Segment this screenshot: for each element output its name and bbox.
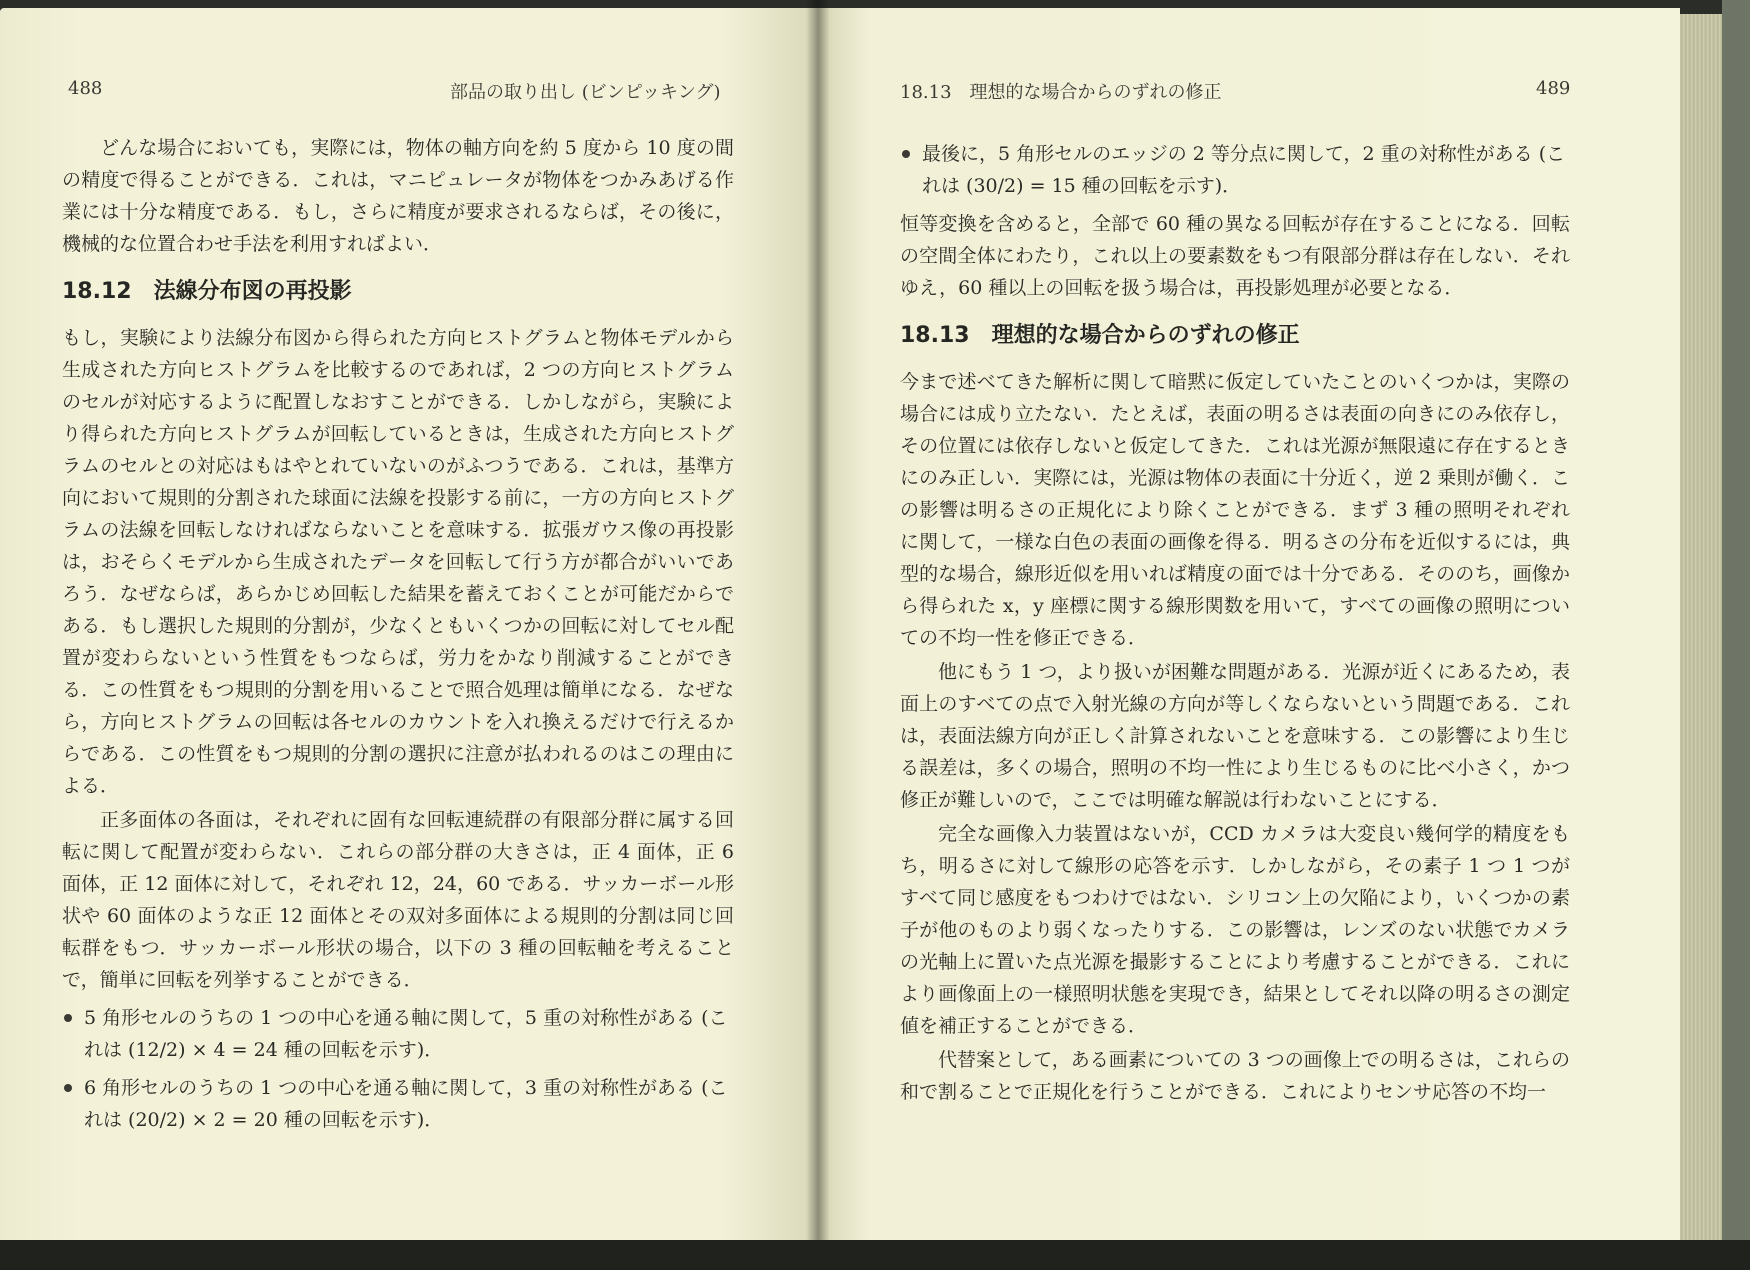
rotation-axes-list-continued — [900, 138, 1570, 202]
paragraph: 完全な画像入力装置はないが，CCD カメラは大変良い幾何学的精度をもち，明るさに対して線形の応答を示す．しかしながら，その素子 1 つ 1 つがすべて同じ感度をもつわけではない．シリコン上の欠陥により，いくつかの素子が他のものより弱くなったりする．この影響は，レンズのない状態でカメラの光軸上に置いた点光源を撮影することにより考慮することができる．これにより画像面上の一様照明状態を実現でき，結果としてそれ以降の明るさの測定値を補正することができる． — [900, 823, 1570, 1037]
section-heading-18-12: 18.12 法線分布図の再投影 — [62, 279, 352, 304]
paragraph: 恒等変換を含めると，全部で 60 種の異なる回転が存在することになる．回転の空間全体にわたり，これ以上の要素数をもつ有限部分群は存在しない．それゆえ，60 種以上の回転を扱う場合は，再投影処理が必要となる． — [900, 213, 1570, 299]
right-running-head: 18.13 理想的な場合からのずれの修正 — [900, 82, 1222, 103]
section-heading-18-13: 18.13 理想的な場合からのずれの修正 — [900, 323, 1300, 348]
left-running-head: 部品の取り出し (ビンピッキング) — [450, 82, 721, 103]
list-item — [62, 1002, 734, 1066]
paragraph: 代替案として，ある画素についての 3 つの画像上での明るさは，これらの和で割ることで正規化を行うことができる．これによりセンサ応答の不均一 — [900, 1049, 1570, 1103]
book-cover-edge — [1722, 0, 1750, 1270]
list-item — [62, 1072, 734, 1136]
left-page-number: 488 — [68, 78, 103, 99]
bullet-icon — [64, 1084, 72, 1092]
paragraph: もし，実験により法線分布図から得られた方向ヒストグラムと物体モデルから生成された方向ヒストグラムを比較するのであれば，2 つの方向ヒストグラムのセルが対応するように配置しなおすことができる．しかしながら，実験により得られた方向ヒストグラムが回転しているときは，生成された方向ヒストグラムのセルとの対応はもはやとれていないのがふつうである．これは，基準方向において規則的分割された球面に法線を投影する前に，一方の方向ヒストグラムの法線を回転しなければならないことを意味する．拡張ガウス像の再投影は，おそらくモデルから生成されたデータを回転して行う方が都合がいいであろう．なぜならば，あらかじめ回転した結果を蓄えておくことが可能だからである．もし選択した規則的分割が，少なくともいくつかの回転に対してセル配置が変わらないという性質をもつならば，労力をかなり削減することができる．この性質をもつ規則的分割を用いることで照合処理は簡単になる．なぜなら，方向ヒストグラムの回転は各セルのカウントを入れ換えるだけで行えるからである．この性質をもつ規則的分割の選択に注意が払われるのはこの理由による． — [62, 327, 734, 797]
paragraph: 他にもう 1 つ，より扱いが困難な問題がある．光源が近くにあるため，表面上のすべての点で入射光線の方向が等しくならないという問題である．これは，表面法線方向が正しく計算されないことを意味する．この影響により生じる誤差は，多くの場合，照明の不均一性により生じるものに比べ小さく，かつ修正が難しいので，ここでは明確な解説は行わないことにする． — [900, 661, 1570, 811]
paragraph: 正多面体の各面は，それぞれに固有な回転連続群の有限部分群に属する回転に関して配置が変わらない．これらの部分群の大きさは，正 4 面体，正 6 面体，正 12 面体に対して，それぞれ 12，24，60 である．サッカーボール形状や 60 面体のような正 12 面体とその双対多面体による規則的分割は同じ回転群をもつ．サッカーボール形状の場合，以下の 3 種の回転軸を考えることで，簡単に回転を列挙することができる． — [62, 809, 734, 991]
right-page-number: 489 — [1536, 78, 1571, 99]
rotation-axes-list — [62, 1002, 734, 1136]
bottom-shadow — [0, 1240, 1750, 1270]
left-page-body — [62, 132, 734, 1142]
list-item-text: 最後に，5 角形セルのエッジの 2 等分点に関して，2 重の対称性がある (これは (30/2) = 15 種の回転を示す)． — [922, 143, 1566, 197]
paragraph: どんな場合においても，実際には，物体の軸方向を約 5 度から 10 度の間の精度で得ることができる．これは，マニピュレータが物体をつかみあげる作業には十分な精度である．もし，さらに精度が要求されるならば，その後に，機械的な位置合わせ手法を利用すればよい． — [62, 137, 734, 255]
right-page-body — [900, 132, 1570, 1110]
list-item — [900, 138, 1570, 202]
paragraph: 今まで述べてきた解析に関して暗黙に仮定していたことのいくつかは，実際の場合には成り立たない．たとえば，表面の明るさは表面の向きにのみ依存し，その位置には依存しないと仮定してきた．これは光源が無限遠に存在するときにのみ正しい．実際には，光源は物体の表面に十分近く，逆 2 乗則が働く．この影響は明るさの正規化により除くことができる．まず 3 種の照明それぞれに関して，一様な白色の表面の画像を得る．明るさの分布を近似するには，典型的な場合，線形近似を用いれば精度の面では十分である．そののち，画像から得られた x，y 座標に関する線形関数を用いて，すべての画像の照明についての不均一性を修正できる． — [900, 371, 1570, 649]
list-item-text: 6 角形セルのうちの 1 つの中心を通る軸に関して，3 重の対称性がある (これは (20/2) × 2 = 20 種の回転を示す)． — [84, 1077, 728, 1131]
list-item-text: 5 角形セルのうちの 1 つの中心を通る軸に関して，5 重の対称性がある (これは (12/2) × 4 = 24 種の回転を示す)． — [84, 1007, 728, 1061]
book-gutter — [806, 0, 830, 1250]
bullet-icon — [64, 1014, 72, 1022]
bullet-icon — [902, 150, 910, 158]
